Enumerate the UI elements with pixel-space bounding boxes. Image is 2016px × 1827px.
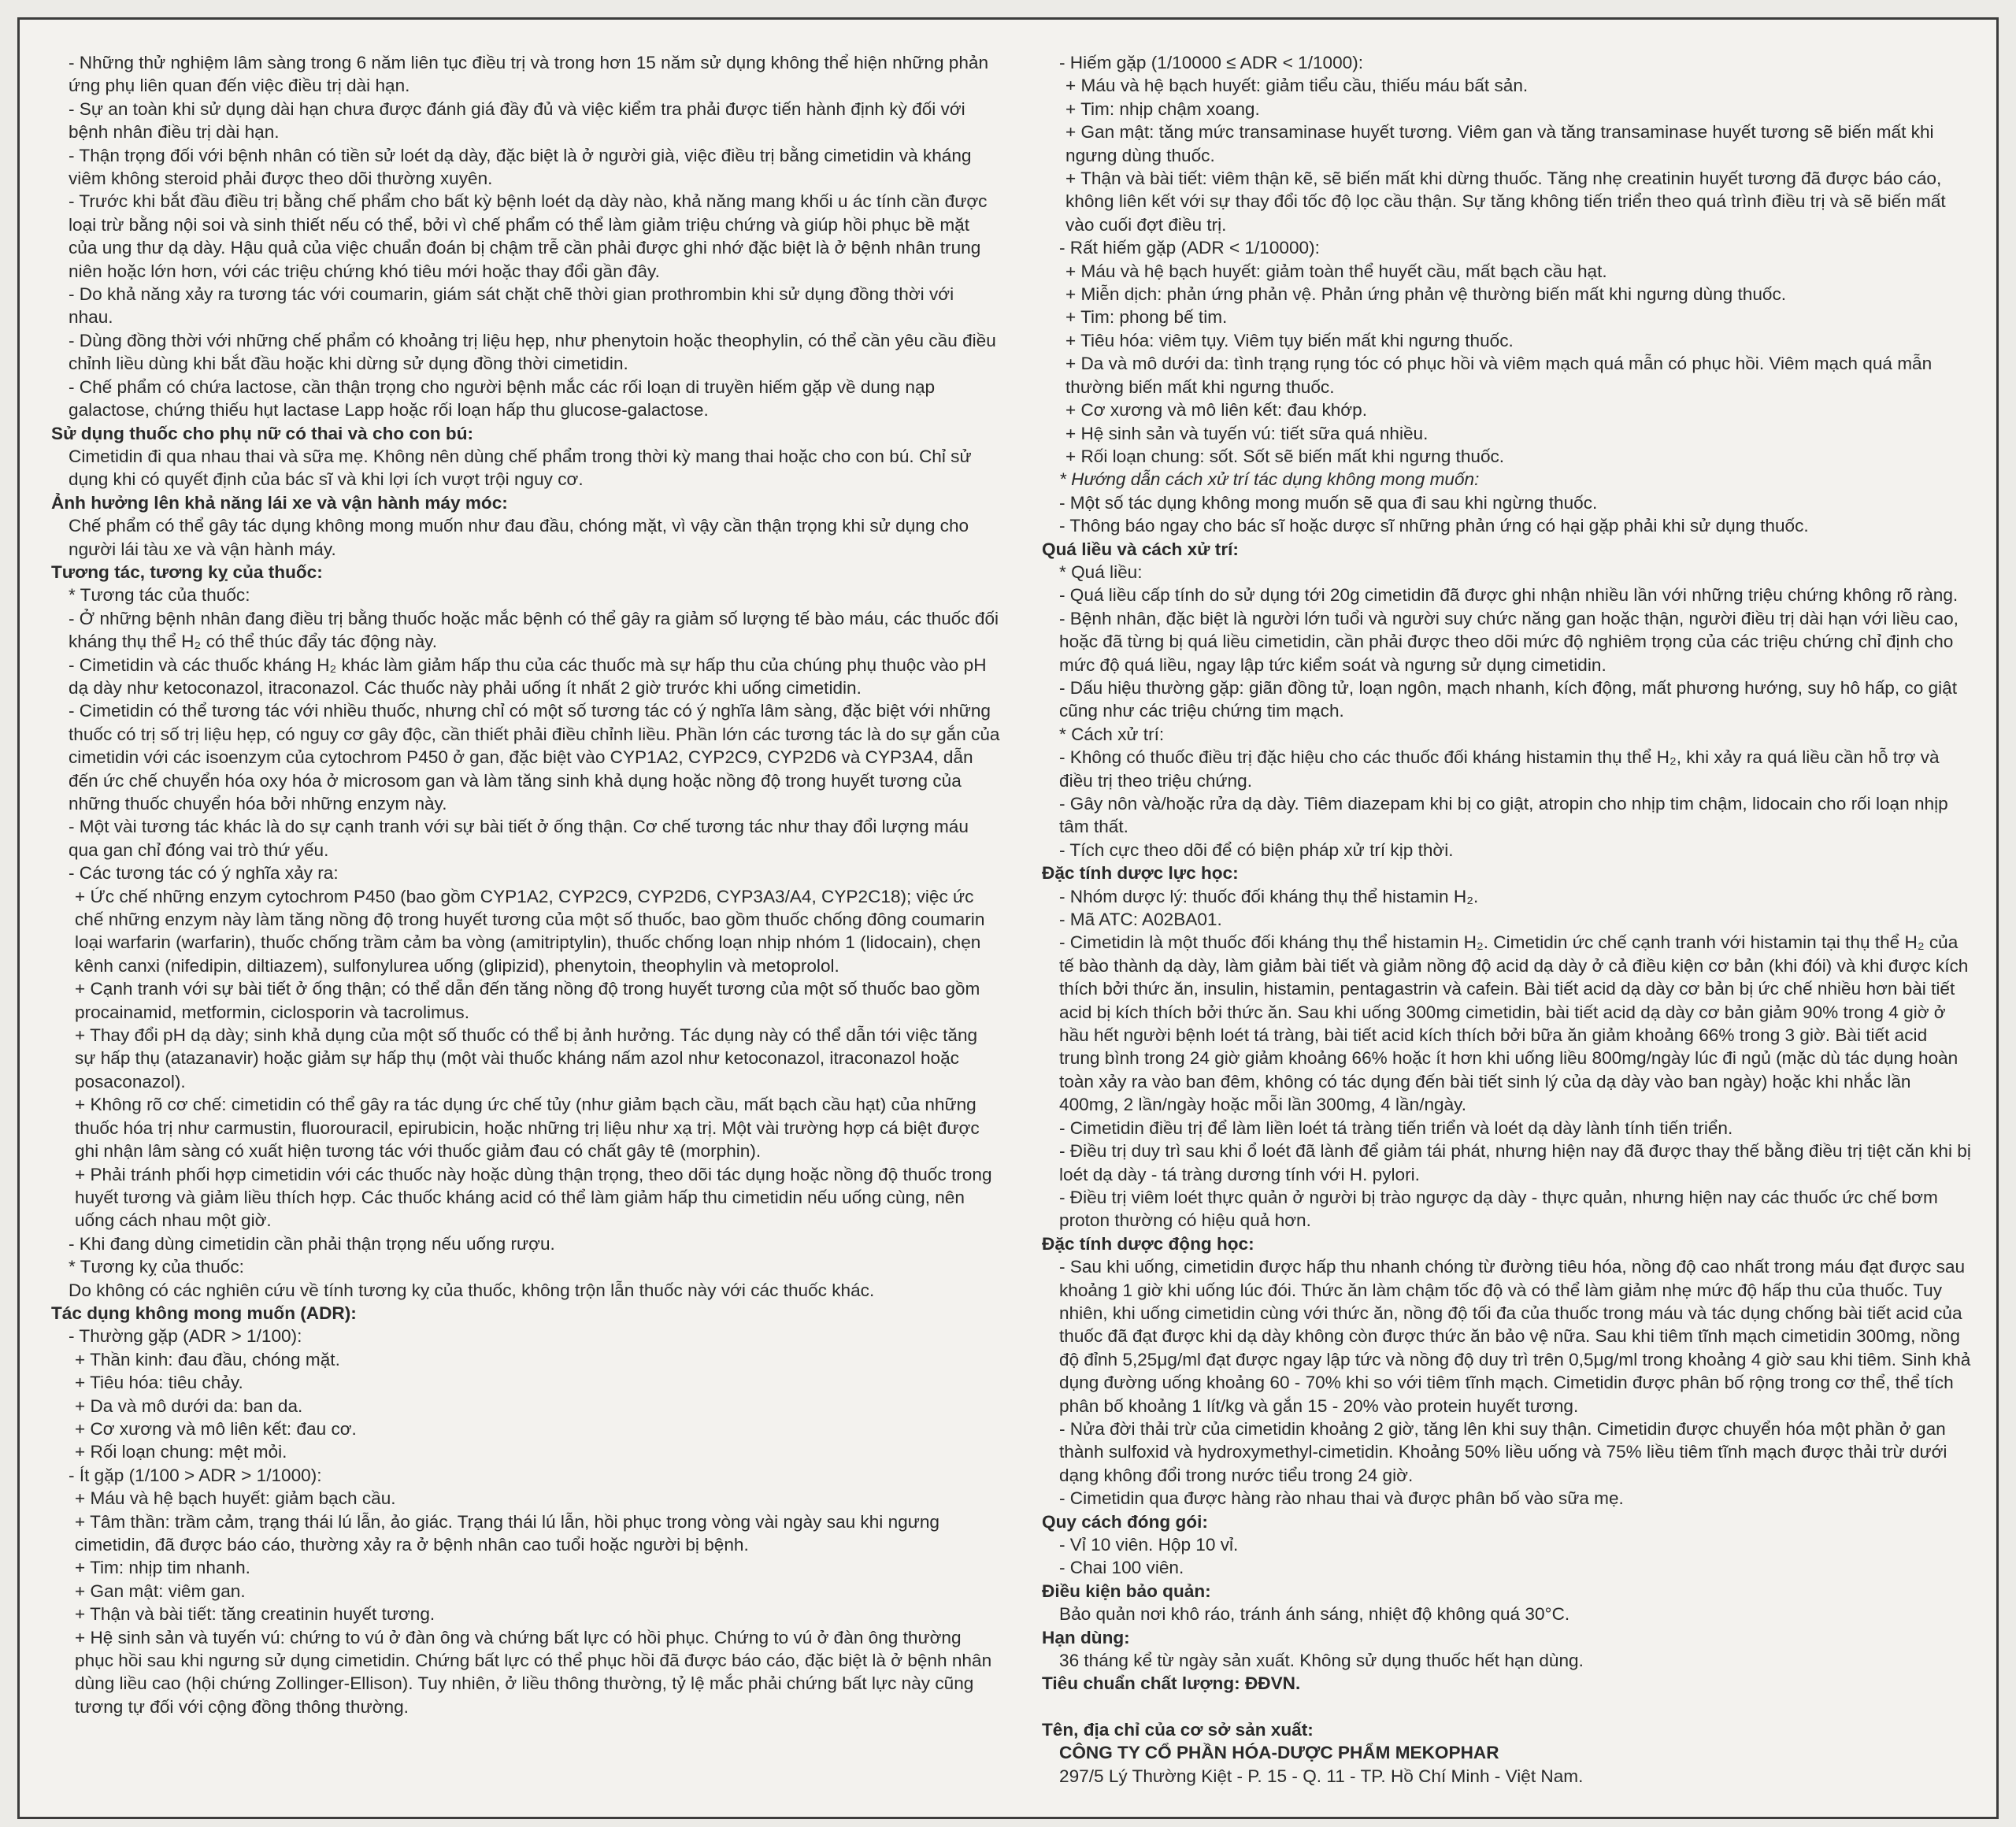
paragraph: - Cimetidin có thể tương tác với nhiều thuốc, nhưng chỉ có một số tương tác có ý nghĩa lâm sàng, đặc biệt với những thuốc có trị số trị liệu hẹp, có nguy cơ gây độc, cần thiết phải điều chỉnh liều. Phần lớn các tương tác là do sự gắn của cimetidin với các isoenzym của cytochrom P450 ở gan, đặc biệt vào CYP1A2, CYP2C9, CYP2D6 và CYP3A4, dẫn đến ức chế chuyển hóa oxy hóa ở microsom gan và làm tăng sinh khả dụng hoặc nồng độ trong huyết tương của những thuốc chuyển hóa bởi những enzym này.	[69, 701, 1000, 813]
paragraph: - Thông báo ngay cho bác sĩ hoặc dược sĩ những phản ứng có hại gặp phải khi sử dụng thuốc.	[1059, 516, 1809, 536]
paragraph: Bảo quản nơi khô ráo, tránh ánh sáng, nhiệt độ không quá 30°C.	[1059, 1604, 1570, 1625]
section-heading: Hạn dùng:	[1042, 1627, 1130, 1647]
paragraph: * Tương kỵ của thuốc:	[69, 1257, 244, 1277]
paragraph: + Tâm thần: trầm cảm, trạng thái lú lẫn, ảo giác. Trạng thái lú lẫn, hồi phục trong vòng vài ngày sau khi ngưng cimetidin, đã được báo cáo, thường xảy ra ở bệnh nhân cao tuổi hoặc người bị bệnh.	[75, 1511, 939, 1555]
paragraph: - Nửa đời thải trừ của cimetidin khoảng 2 giờ, tăng lên khi suy thận. Cimetidin được chuyển hóa một phần ở gan thành sulfoxid và hydroxymethyl-cimetidin. Khoảng 50% liều uống và 75% liều tiêm tĩnh mạch được thải trừ dưới dạng không đổi trong nước tiểu trong 24 giờ.	[1059, 1418, 1947, 1485]
paragraph: - Dấu hiệu thường gặp: giãn đồng tử, loạn ngôn, mạch nhanh, kích động, mất phương hướng, suy hô hấp, co giật cũng như các triệu chứng tim mạch.	[1059, 677, 1957, 721]
paragraph: - Cimetidin qua được hàng rào nhau thai và được phân bố vào sữa mẹ.	[1059, 1488, 1624, 1509]
paragraph: - Hiếm gặp (1/10000 ≤ ADR < 1/1000):	[1059, 53, 1364, 72]
paragraph: Cimetidin đi qua nhau thai và sữa mẹ. Không nên dùng chế phẩm trong thời kỳ mang thai hoặc cho con bú. Chỉ sử dụng khi có quyết định của bác sĩ và khi lợi ích vượt trội nguy cơ.	[69, 446, 972, 490]
paragraph: * Cách xử trí:	[1059, 724, 1165, 744]
paragraph: + Da và mô dưới da: ban da.	[75, 1395, 303, 1416]
paragraph: - Gây nôn và/hoặc rửa dạ dày. Tiêm diazepam khi bị co giật, atropin cho nhịp tim chậm, lidocain cho rối loạn nhịp tâm thất.	[1059, 794, 1948, 837]
paragraph: + Tim: nhịp tim nhanh.	[75, 1558, 250, 1578]
paragraph: - Ít gặp (1/100 > ADR > 1/1000):	[69, 1465, 322, 1485]
paragraph: - Cimetidin điều trị để làm liền loét tá tràng tiến triển và loét dạ dày lành tính tiến triển.	[1059, 1117, 1733, 1138]
paragraph: - Ở những bệnh nhân đang điều trị bằng thuốc hoặc mắc bệnh có thể gây ra giảm số lượng tế bào máu, các thuốc đối kháng thụ thể H₂ có thể thúc đẩy tác động này.	[69, 608, 999, 652]
paragraph: + Ức chế những enzym cytochrom P450 (bao gồm CYP1A2, CYP2C9, CYP2D6, CYP3A3/A4, CYP2C18); việc ức chế những enzym này làm tăng nồng độ trong huyết tương của một số thuốc, bao gồm thuốc chống đông coumarin loại warfarin (warfarin), thuốc chống trầm cảm ba vòng (amitriptylin), thuốc chống loạn nhịp nhóm 1 (lidocain), chẹn kênh canxi (nifedipin, diltiazem), sulfonylurea uống (glipizid), phenytoin, theophylin và metoprolol.	[75, 886, 985, 976]
left-column	[51, 51, 1000, 1718]
section-heading: Tương tác, tương kỵ của thuốc:	[51, 561, 323, 582]
paragraph	[1042, 1695, 1971, 1718]
paragraph: - Trước khi bắt đầu điều trị bằng chế phẩm cho bất kỳ bệnh loét dạ dày nào, khả năng mang khối u ác tính cần được loại trừ bằng nội soi và sinh thiết nếu có thể, bởi vì chế phẩm có thể làm giảm triệu chứng và giúp hồi phục bề mặt của ung thư dạ dày. Hậu quả của việc chuẩn đoán bị chậm trễ cần phải được ghi nhớ đặc biệt là ở bệnh nhân trung niên hoặc lớn hơn, với các triệu chứng khó tiêu mới hoặc thay đổi gần đây.	[69, 191, 988, 281]
section-heading: Quy cách đóng gói:	[1042, 1511, 1208, 1532]
paragraph: - Quá liều cấp tính do sử dụng tới 20g cimetidin đã được ghi nhận nhiều lần với những triệu chứng không rõ ràng.	[1059, 585, 1959, 606]
paragraph: - Dùng đồng thời với những chế phẩm có khoảng trị liệu hẹp, như phenytoin hoặc theophylin, có thể cần yêu cầu điều chỉnh liều dùng khi bắt đầu hoặc khi dừng sử dụng đồng thời cimetidin.	[69, 330, 996, 374]
paragraph: - Cimetidin và các thuốc kháng H₂ khác làm giảm hấp thu của các thuốc mà sự hấp thu của chúng phụ thuộc vào pH dạ dày như ketoconazol, itraconazol. Các thuốc này phải uống ít nhất 2 giờ trước khi uống cimetidin.	[69, 654, 987, 698]
paragraph: 36 tháng kể từ ngày sản xuất. Không sử dụng thuốc hết hạn dùng.	[1059, 1651, 1584, 1671]
paragraph: + Cơ xương và mô liên kết: đau khớp.	[1065, 400, 1367, 421]
paragraph: + Thần kinh: đau đầu, chóng mặt.	[75, 1349, 340, 1369]
paragraph: + Gan mật: tăng mức transaminase huyết tương. Viêm gan và tăng transaminase huyết tương sẽ biến mất khi ngưng dùng thuốc.	[1065, 122, 1934, 165]
section-heading: Ảnh hưởng lên khả năng lái xe và vận hành máy móc:	[51, 492, 508, 513]
paragraph: + Máu và hệ bạch huyết: giảm toàn thể huyết cầu, mất bạch cầu hạt.	[1065, 261, 1607, 281]
section-heading: Quá liều và cách xử trí:	[1042, 539, 1239, 559]
paragraph: - Bệnh nhân, đặc biệt là người lớn tuổi và người suy chức năng gan hoặc thận, người điều trị dài hạn với liều cao, hoặc đã từng bị quá liều cimetidin, cần phải được theo dõi mức độ nghiêm trọng của các triệu chứng chỉ định cho mức độ quá liều, ngay lập tức kiểm soát và ngưng sử dụng cimetidin.	[1059, 608, 1959, 675]
paragraph: - Chai 100 viên.	[1059, 1558, 1184, 1578]
paragraph: - Vỉ 10 viên. Hộp 10 vỉ.	[1059, 1535, 1239, 1555]
section-heading: Tiêu chuẩn chất lượng: ĐĐVN.	[1042, 1673, 1301, 1694]
paragraph: + Da và mô dưới da: tình trạng rụng tóc có phục hồi và viêm mạch quá mẫn có phục hồi. Viêm mạch quá mẫn thường biến mất khi ngưng thuốc.	[1065, 354, 1933, 397]
paragraph: - Các tương tác có ý nghĩa xảy ra:	[69, 863, 339, 884]
paragraph: + Tiêu hóa: tiêu chảy.	[75, 1373, 243, 1393]
paragraph: - Một vài tương tác khác là do sự cạnh tranh với sự bài tiết ở ống thận. Cơ chế tương tác như thay đổi lượng máu qua gan chỉ đóng vai trò thứ yếu.	[69, 817, 969, 860]
right-column	[1042, 51, 1971, 1788]
paragraph: - Sau khi uống, cimetidin được hấp thu nhanh chóng từ đường tiêu hóa, nồng độ cao nhất trong máu đạt được sau khoảng 1 giờ khi uống lúc đói. Thức ăn làm chậm tốc độ và có thể làm giảm nhẹ mức độ hấp thu của thuốc. Tuy nhiên, khi uống cimetidin cùng với thức ăn, nồng độ tối đa của thuốc trong máu và tác dụng chống bài tiết acid của thuốc đã đạt được khi dạ dày không còn được thức ăn bảo vệ nữa. Sau khi tiêm tĩnh mạch cimetidin 300mg, nồng độ đỉnh 5,25μg/ml đạt được ngay lập tức và nồng độ duy trì trên 0,5μg/ml trong khoảng 4 giờ sau khi tiêm. Sinh khả dụng đường uống khoảng 60 - 70% khi so với tiêm tĩnh mạch. Cimetidin được phân bố rộng trong cơ thể, thể tích phân bố khoảng 1 lít/kg và gắn 15 - 20% vào protein huyết tương.	[1059, 1257, 1971, 1416]
paragraph: + Gan mật: viêm gan.	[75, 1581, 246, 1601]
paragraph: - Rất hiếm gặp (ADR < 1/10000):	[1059, 238, 1320, 258]
paragraph: Do không có các nghiên cứu về tính tương kỵ của thuốc, không trộn lẫn thuốc này với các thuốc khác.	[69, 1280, 875, 1300]
paragraph: Chế phẩm có thể gây tác dụng không mong muốn như đau đầu, chóng mặt, vì vậy cần thận trọng khi sử dụng cho người lái tàu xe và vận hành máy.	[69, 516, 969, 559]
section-heading: Đặc tính dược động học:	[1042, 1233, 1254, 1254]
paragraph: + Tiêu hóa: viêm tụy. Viêm tụy biến mất khi ngưng thuốc.	[1065, 330, 1514, 350]
section-heading: Điều kiện bảo quản:	[1042, 1581, 1211, 1601]
paragraph: * Tương tác của thuốc:	[69, 585, 250, 606]
section-heading: Đặc tính dược lực học:	[1042, 863, 1239, 884]
paragraph: + Không rõ cơ chế: cimetidin có thể gây ra tác dụng ức chế tủy (như giảm bạch cầu, mất bạch cầu hạt) của những thuốc hóa trị như carmustin, fluorouracil, epirubicin, hoặc những trị liệu như xạ trị. Một vài trường hợp cá biệt được ghi nhận lâm sàng có xuất hiện tương tác với thuốc giảm đau có chất gây tê (morphin).	[75, 1095, 980, 1162]
paragraph: + Hệ sinh sản và tuyến vú: chứng to vú ở đàn ông và chứng bất lực có hồi phục. Chứng to vú ở đàn ông thường phục hồi sau khi ngưng sử dụng cimetidin. Chứng bất lực có thể phục hồi đã được báo cáo, đặc biệt là ở bệnh nhân dùng liều cao (hội chứng Zollinger-Ellison). Tuy nhiên, ở liều thông thường, tỷ lệ mắc phải chứng bất lực này cũng tương tự đối với cộng đồng thông thường.	[75, 1627, 992, 1717]
paragraph: - Do khả năng xảy ra tương tác với coumarin, giám sát chặt chẽ thời gian prothrombin khi sử dụng đồng thời với nhau.	[69, 284, 954, 328]
paragraph: + Tim: phong bế tim.	[1065, 307, 1228, 328]
leaflet-sheet	[17, 17, 1999, 1819]
paragraph: - Một số tác dụng không mong muốn sẽ qua đi sau khi ngừng thuốc.	[1059, 492, 1598, 513]
paragraph: - Thường gặp (ADR > 1/100):	[69, 1326, 302, 1347]
paragraph: * Quá liều:	[1059, 561, 1143, 582]
section-heading: Sử dụng thuốc cho phụ nữ có thai và cho con bú:	[51, 423, 474, 443]
paragraph: - Sự an toàn khi sử dụng dài hạn chưa được đánh giá đầy đủ và việc kiểm tra phải được tiến hành định kỳ đối với bệnh nhân điều trị dài hạn.	[69, 98, 965, 143]
paragraph: + Cạnh tranh với sự bài tiết ở ống thận; có thể dẫn đến tăng nồng độ trong huyết tương của một số thuốc bao gồm procainamid, metformin, ciclosporin và tacrolimus.	[75, 979, 980, 1022]
paragraph: - Chế phẩm có chứa lactose, cần thận trọng cho người bệnh mắc các rối loạn di truyền hiếm gặp về dung nạp galactose, chứng thiếu hụt lactase Lapp hoặc rối loạn hấp thu glucose-galactose.	[69, 376, 936, 421]
paragraph: + Thay đổi pH dạ dày; sinh khả dụng của một số thuốc có thể bị ảnh hưởng. Tác dụng này có thể dẫn tới việc tăng sự hấp thụ (atazanavir) hoặc giảm sự hấp thụ (một vài thuốc kháng nấm azol như ketoconazol, itraconazol hoặc posaconazol).	[75, 1025, 978, 1091]
paragraph: - Khi đang dùng cimetidin cần phải thận trọng nếu uống rượu.	[69, 1233, 555, 1254]
paragraph: + Rối loạn chung: mệt mỏi.	[75, 1442, 287, 1462]
paragraph: - Không có thuốc điều trị đặc hiệu cho các thuốc đối kháng histamin thụ thể H₂, khi xảy ra quá liều cần hỗ trợ và điều trị theo triệu chứng.	[1059, 747, 1940, 791]
paragraph: + Rối loạn chung: sốt. Sốt sẽ biến mất khi ngưng thuốc.	[1065, 446, 1505, 466]
paragraph: - Điều trị viêm loét thực quản ở người bị trào ngược dạ dày - thực quản, nhưng hiện nay các thuốc ức chế bơm proton thường có hiệu quả hơn.	[1059, 1187, 1938, 1231]
paragraph: + Máu và hệ bạch huyết: giảm tiểu cầu, thiếu máu bất sản.	[1065, 76, 1529, 96]
paragraph: + Miễn dịch: phản ứng phản vệ. Phản ứng phản vệ thường biến mất khi ngưng dùng thuốc.	[1065, 284, 1787, 305]
paragraph: CÔNG TY CỔ PHẦN HÓA-DƯỢC PHẨM MEKOPHAR	[1059, 1743, 1499, 1763]
paragraph: + Thận và bài tiết: tăng creatinin huyết tương.	[75, 1604, 435, 1625]
paragraph: - Những thử nghiệm lâm sàng trong 6 năm liên tục điều trị và trong hơn 15 năm sử dụng không thể hiện những phản ứng phụ liên quan đến việc điều trị dài hạn.	[69, 53, 989, 96]
paragraph: - Cimetidin là một thuốc đối kháng thụ thể histamin H₂. Cimetidin ức chế cạnh tranh với histamin tại thụ thể H₂ của tế bào thành dạ dày, làm giảm bài tiết và giảm nồng độ acid dạ dày ở cả điều kiện cơ bản (khi đói) và khi được kích thích bởi thức ăn, insulin, histamin, pentagastrin và cafein. Bài tiết acid dạ dày cơ bản bị ức chế nhiều hơn bài tiết acid bị kích thích bởi thức ăn. Sau khi uống 300mg cimetidin, bài tiết acid dạ dày cơ bản giảm 90% trong 4 giờ ở hầu hết người bệnh loét tá tràng, bài tiết acid kích thích bởi bữa ăn giảm khoảng 66% trong 3 giờ. Bài tiết acid trung bình trong 24 giờ giảm khoảng 66% hoặc ít hơn khi uống liều 800mg/ngày lúc đi ngủ (mặc dù tác dụng hoàn toàn xảy ra vào ban đêm, không có tác dụng đến bài tiết sinh lý của dạ dày vào ban ngày) hoặc khi nhắc lần 400mg, 2 lần/ngày hoặc mỗi lần 300mg, 4 lần/ngày.	[1059, 932, 1969, 1115]
paragraph: - Tích cực theo dõi để có biện pháp xử trí kịp thời.	[1059, 839, 1454, 860]
paragraph: 297/5 Lý Thường Kiệt - P. 15 - Q. 11 - TP. Hồ Chí Minh - Việt Nam.	[1059, 1766, 1584, 1786]
paragraph: + Hệ sinh sản và tuyến vú: tiết sữa quá nhiều.	[1065, 423, 1429, 443]
paragraph: * Hướng dẫn cách xử trí tác dụng không mong muốn:	[1059, 469, 1480, 490]
paragraph: + Máu và hệ bạch huyết: giảm bạch cầu.	[75, 1488, 396, 1509]
paragraph: + Thận và bài tiết: viêm thận kẽ, sẽ biến mất khi dừng thuốc. Tăng nhẹ creatinin huyết tương đã được báo cáo, không liên kết với sự thay đổi tốc độ lọc cầu thận. Sự tăng không tiến triển theo quá trình điều trị và sẽ biến mất vào cuối đợt điều trị.	[1065, 169, 1946, 235]
paragraph: - Mã ATC: A02BA01.	[1059, 910, 1222, 930]
paragraph: - Điều trị duy trì sau khi ổ loét đã lành để giảm tái phát, nhưng hiện nay đã được thay thế bằng điều trị tiệt căn khi bị loét dạ dày - tá tràng dương tính với H. pylori.	[1059, 1141, 1971, 1184]
paragraph: - Nhóm dược lý: thuốc đối kháng thụ thể histamin H₂.	[1059, 886, 1479, 906]
section-heading: Tác dụng không mong muốn (ADR):	[51, 1303, 357, 1323]
paragraph: + Cơ xương và mô liên kết: đau cơ.	[75, 1418, 357, 1439]
paragraph: - Thận trọng đối với bệnh nhân có tiền sử loét dạ dày, đặc biệt là ở người già, việc điều trị bằng cimetidin và kháng viêm không steroid phải được theo dõi thường xuyên.	[69, 145, 972, 189]
paragraph: + Phải tránh phối hợp cimetidin với các thuốc này hoặc dùng thận trọng, theo dõi tác dụng hoặc nồng độ thuốc trong huyết tương và giảm liều thích hợp. Các thuốc kháng acid có thể làm giảm hấp thu cimetidin nếu uống cùng, nên uống cách nhau một giờ.	[75, 1164, 992, 1231]
paragraph: + Tim: nhịp chậm xoang.	[1065, 98, 1260, 119]
section-heading: Tên, địa chỉ của cơ sở sản xuất:	[1042, 1719, 1314, 1740]
